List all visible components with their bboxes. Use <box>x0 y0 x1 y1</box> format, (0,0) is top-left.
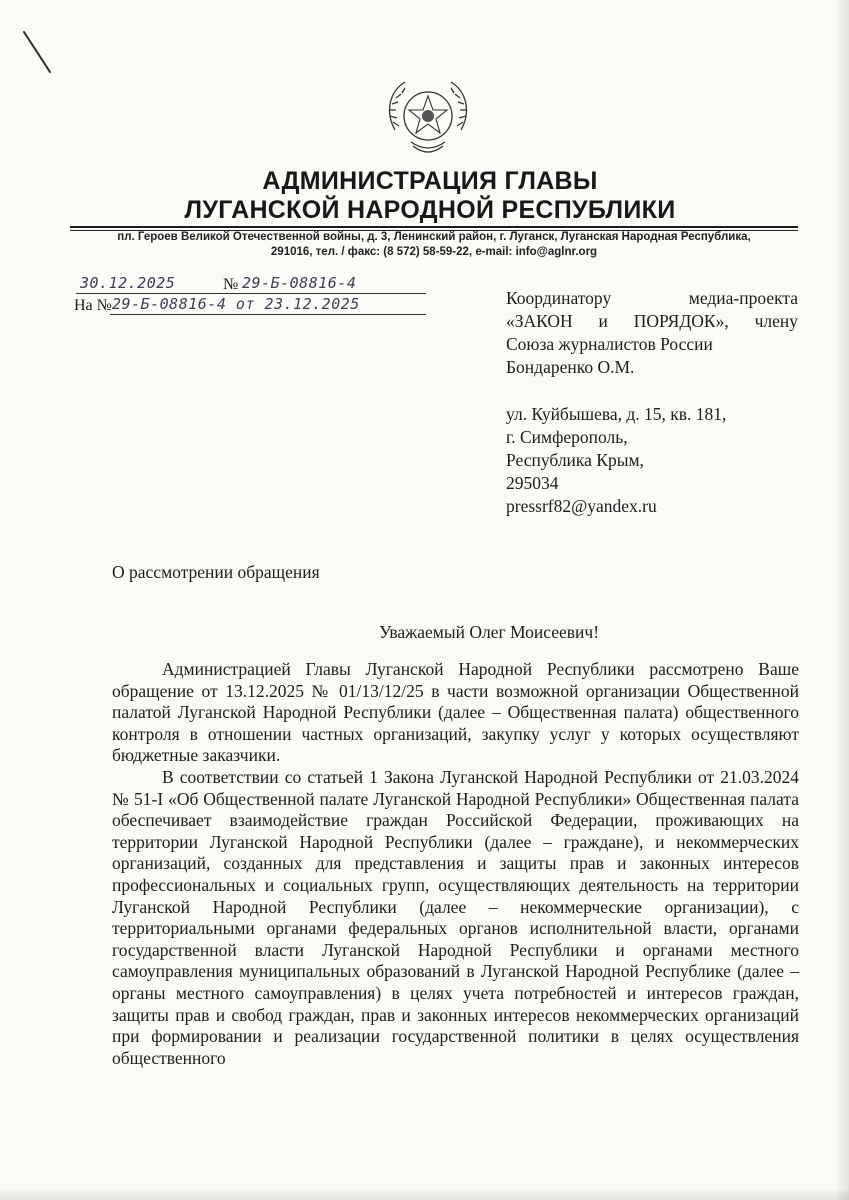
organization-address-line1: пл. Героев Великой Отечественной войны, д. 3, Ленинский район, г. Луганск, Луганская Народная Республика, <box>117 231 751 243</box>
body-paragraph: Администрацией Главы Луганской Народной Республики рассмотрено Ваше обращение от 13.12.2025 № 01/13/12/25 в части возможной организации Общественной палатой Луганской Народной Республики (далее – Общественная палата) общественного контроля в отношении частных организаций, закупку услуг у которых осуществляют бюджетные заказчики. <box>112 659 799 766</box>
pen-stroke-icon <box>20 28 60 78</box>
reference-number: 29-Б-08816-4 от 23.12.2025 <box>112 295 360 313</box>
page-bottom-shadow <box>0 1188 849 1200</box>
registration-underline <box>76 293 426 294</box>
recipient-block <box>506 287 798 379</box>
reference-underline <box>110 314 426 315</box>
recipient-region: Республика Крым, <box>506 450 644 470</box>
salutation: Уважаемый Олег Моисеевич! <box>378 622 600 642</box>
organization-title-line2: ЛУГАНСКОЙ НАРОДНОЙ РЕСПУБЛИКИ <box>184 196 676 224</box>
recipient-line: Координатору медиа-проекта <box>506 288 798 308</box>
letter-body <box>112 659 799 1069</box>
recipient-email: pressrf82@yandex.ru <box>506 496 657 516</box>
letter-subject: О рассмотрении обращения <box>112 562 320 582</box>
recipient-postal-code: 295034 <box>506 473 559 493</box>
state-emblem-icon <box>381 72 475 162</box>
recipient-name: Бондаренко О.М. <box>506 357 635 377</box>
organization-title-line1: АДМИНИСТРАЦИЯ ГЛАВЫ <box>262 167 598 195</box>
organization-address-line2: 291016, тел. / факс: (8 572) 58-59-22, e-mail: info@aglnr.org <box>270 246 598 258</box>
recipient-street: ул. Куйбышева, д. 15, кв. 181, <box>506 404 727 424</box>
registration-date: 30.12.2025 <box>80 274 176 292</box>
recipient-line: Союза журналистов России <box>506 334 713 354</box>
body-paragraph: В соответствии со статьей 1 Закона Луганской Народной Республики от 21.03.2024 № 51-I «Об Общественной палате Луганской Народной Республики» Общественная палата обеспечивает взаимодействие граждан Российской Федерации, проживающих на территории Луганской Народной Республики (далее – граждане), и некоммерческих организаций, созданных для представления и защиты прав и законных интересов профессиональных и социальных групп, осуществляющих деятельность на территории Луганской Народной Республики (далее – некоммерческие организации), с территориальными органами федеральных органов исполнительной власти, органами государственной власти Луганской Народной Республики и органами местного самоуправления муниципальных образований в Луганской Народной Республике (далее – органы местного самоуправления) в целях учета потребностей и интересов граждан, защиты прав и свобод граждан, прав и законных интересов некоммерческих организаций при формировании и реализации государственной политики в целях осуществления общественного <box>112 766 799 1068</box>
recipient-line: «ЗАКОН и ПОРЯДОК», члену <box>506 311 798 331</box>
registration-number-sign: № <box>223 276 239 293</box>
recipient-city: г. Симферополь, <box>506 427 628 447</box>
reference-prefix: На № <box>74 297 112 314</box>
header-divider <box>70 226 798 228</box>
registration-number: 29-Б-08816-4 <box>242 274 357 292</box>
recipient-address <box>506 403 798 518</box>
page-edge-shadow <box>835 0 849 1200</box>
